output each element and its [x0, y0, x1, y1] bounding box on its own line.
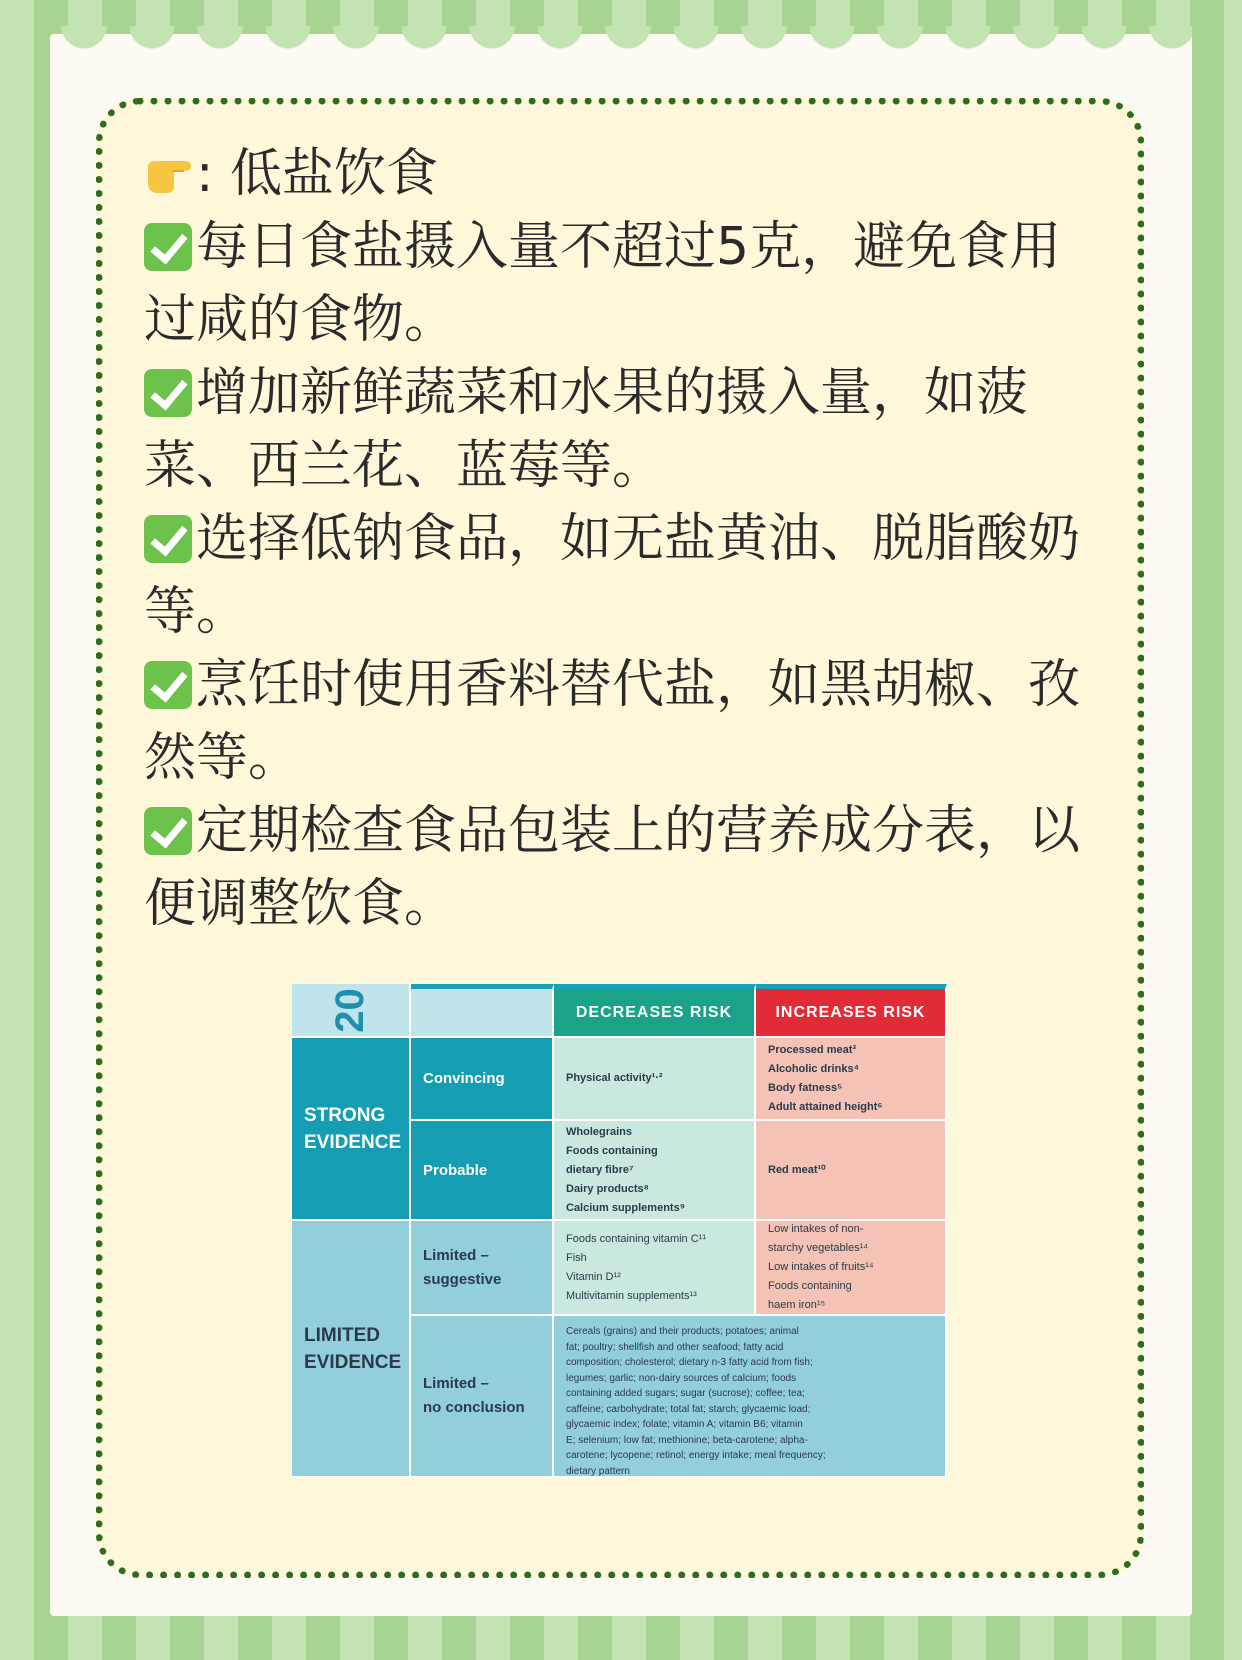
tip-item: 定期检查食品包装上的营养成分表，以便调整饮食。 — [144, 801, 1081, 934]
level-convincing: Convincing — [411, 1038, 554, 1121]
level-limited-no-conclusion: Limited – no conclusion — [411, 1316, 554, 1478]
tip-item: 增加新鲜蔬菜和水果的摄入量，如菠菜、西兰花、蓝莓等。 — [144, 363, 1029, 496]
table-header-blank — [411, 984, 554, 1038]
probable-decreases: Wholegrains Foods containing dietary fibre⁷ Dairy products⁸ Calcium supplements⁹ — [554, 1121, 756, 1221]
scalloped-edge — [50, 26, 1192, 66]
suggestive-increases: Low intakes of non- starchy vegetables¹⁴ Low intakes of fruits¹⁴ Foods containing haem iron¹⁵ — [756, 1221, 947, 1316]
section-title: : 低盐饮食 — [144, 138, 1084, 211]
check-mark-icon — [144, 807, 192, 855]
pointing-hand-icon — [144, 147, 196, 199]
tip-item: 选择低钠食品，如无盐黄油、脱脂酸奶等。 — [144, 509, 1081, 642]
tip-item: 每日食盐摄入量不超过5克，避免食用过咸的食物。 — [144, 217, 1062, 350]
convincing-decreases: Physical activity¹·² — [554, 1038, 756, 1121]
tip-item: 烹饪时使用香料替代盐，如黑胡椒、孜然等。 — [144, 655, 1081, 788]
suggestive-decreases: Foods containing vitamin C¹¹ Fish Vitamin D¹² Multivitamin supplements¹³ — [554, 1221, 756, 1316]
evidence-table — [292, 984, 947, 1478]
level-limited-suggestive: Limited – suggestive — [411, 1221, 554, 1316]
check-mark-icon — [144, 661, 192, 709]
level-probable: Probable — [411, 1121, 554, 1221]
tips-content — [144, 138, 1084, 941]
table-corner-code: 20 — [292, 984, 411, 1038]
probable-increases: Red meat¹⁰ — [756, 1121, 947, 1221]
check-mark-icon — [144, 515, 192, 563]
strong-evidence-label: STRONG EVIDENCE — [292, 1038, 411, 1221]
no-conclusion-list: Cereals (grains) and their products; potatoes; animal fat; poultry; shellfish and other seafood; fatty acid composition; cholesterol; dietary n-3 fatty acid from fish; legumes; garlic; non-dairy sources of calcium; foods containing added sugars; sugar (sucrose); coffee; tea; caffeine; carbohydrate; total fat; starch; glycaemic load; glycaemic index; folate; vitamin A; vitamin B6; vitamin E; selenium; low fat; methionine; beta-carotene; alpha- carotene; lycopene; retinol; energy intake; meal frequency; dietary pattern — [554, 1316, 947, 1478]
check-mark-icon — [144, 369, 192, 417]
check-mark-icon — [144, 223, 192, 271]
header-increases-risk: INCREASES RISK — [756, 984, 947, 1038]
limited-evidence-label: LIMITED EVIDENCE — [292, 1221, 411, 1478]
header-decreases-risk: DECREASES RISK — [554, 984, 756, 1038]
convincing-increases: Processed meat³ Alcoholic drinks⁴ Body fatness⁵ Adult attained height⁶ — [756, 1038, 947, 1121]
